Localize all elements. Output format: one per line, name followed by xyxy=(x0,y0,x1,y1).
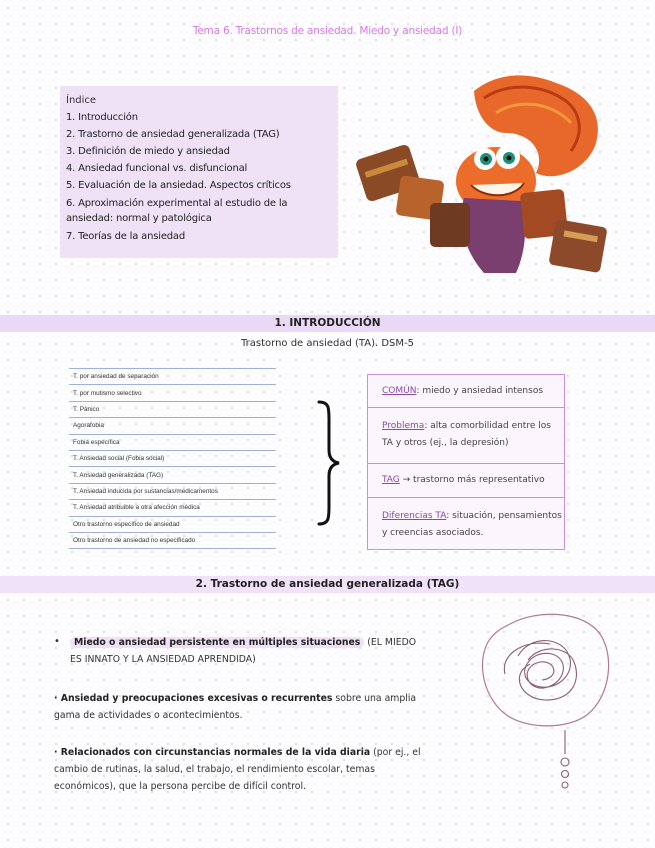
index-item: 3. Definición de miedo y ansiedad xyxy=(66,146,230,157)
paragraph-text: (EL MIEDO ES INNATO Y LA ANSIEDAD APRENDIDA) xyxy=(70,637,417,665)
bullet-icon: • xyxy=(54,636,60,647)
notes-box xyxy=(367,374,565,550)
table-cell: T. por ansiedad de separación xyxy=(69,369,276,385)
table-row xyxy=(69,450,276,466)
anxiety-character-image xyxy=(356,73,614,278)
section2-heading: 2. Trastorno de ansiedad generalizada (TAG) xyxy=(0,576,655,593)
index-list xyxy=(60,109,338,245)
table-cell: T. Ansiedad social (Fobia social) xyxy=(69,450,276,466)
paragraph-3 xyxy=(54,744,426,795)
index-item: 4. Ansiedad funcional vs. disfuncional xyxy=(66,163,248,174)
page-title: Tema 6. Trastornos de ansiedad. Miedo y ansiedad (I) xyxy=(192,25,463,37)
note-text: : alta comorbilidad entre los TA y otros (ej., la depresión) xyxy=(382,421,551,448)
index-item: 6. Aproximación experimental al estudio de la ansiedad: normal y patológica xyxy=(66,198,288,224)
paragraph-1 xyxy=(70,634,430,668)
paragraph-2 xyxy=(54,690,424,724)
table-row xyxy=(69,401,276,417)
table-cell: Agorafobia xyxy=(69,418,276,434)
index-item: 1. Introducción xyxy=(66,112,138,123)
index-item: 5. Evaluación de la ansiedad. Aspectos críticos xyxy=(66,180,291,191)
table-row xyxy=(69,434,276,450)
paragraph-bold: · Ansiedad y preocupaciones excesivas o recurrentes xyxy=(54,693,333,704)
note-text: : miedo y ansiedad intensos xyxy=(416,386,544,396)
table-cell: T. por mutismo selectivo xyxy=(69,385,276,401)
table-cell: Fobia específica xyxy=(69,434,276,450)
table-row xyxy=(69,532,276,548)
paragraph-text: (por ej., el cambio de rutinas, la salud, el trabajo, el rendimiento escolar, temas económicos), que la persona percibe de difícil control. xyxy=(54,747,421,792)
note-label: COMÚN xyxy=(382,386,417,396)
table-cell: Otro trastorno específico de ansiedad xyxy=(69,516,276,532)
table-cell: T. Ansiedad generalizada (TAG) xyxy=(69,467,276,483)
index-heading: Índice xyxy=(66,95,97,106)
index-item: 7. Teorías de la ansiedad xyxy=(66,231,185,242)
table-cell: Otro trastorno de ansiedad no especificado xyxy=(69,532,276,548)
note-label: Diferencias TA xyxy=(382,511,447,521)
index-item: 2. Trastorno de ansiedad generalizada (TAG) xyxy=(66,129,280,140)
table-row xyxy=(69,418,276,434)
note-label: TAG xyxy=(382,475,400,485)
curly-brace-icon xyxy=(315,398,343,528)
note-text: → trastorno más representativo xyxy=(399,475,545,485)
divider xyxy=(368,497,564,498)
section1-heading: 1. INTRODUCCIÓN xyxy=(0,315,655,332)
disorders-table xyxy=(69,368,276,549)
table-row xyxy=(69,385,276,401)
note-problema xyxy=(382,418,564,452)
tangled-thought-bubble-icon xyxy=(470,604,615,799)
note-diferencias xyxy=(382,508,564,542)
note-text: : situación, pensamientos y creencias asociados. xyxy=(382,511,562,538)
paragraph-text: sobre una amplia gama de actividades o acontecimientos. xyxy=(54,693,417,721)
divider xyxy=(368,463,564,464)
table-row xyxy=(69,369,276,385)
note-comun xyxy=(382,383,564,400)
table-cell: T. Pánico xyxy=(69,401,276,417)
table-cell: T. Ansiedad inducida por sustancias/medicamentos xyxy=(69,483,276,499)
note-label: Problema xyxy=(382,421,425,431)
table-row xyxy=(69,467,276,483)
section1-subtitle: Trastorno de ansiedad (TA). DSM-5 xyxy=(241,338,414,349)
table-row xyxy=(69,483,276,499)
divider xyxy=(368,407,564,408)
index-box xyxy=(60,86,338,258)
note-tag xyxy=(382,472,564,489)
paragraph-bold: Miedo o ansiedad persistente en múltiples situaciones xyxy=(70,637,364,648)
table-row xyxy=(69,500,276,516)
table-cell: T. Ansiedad atribuible a otra afección médica xyxy=(69,500,276,516)
paragraph-bold: · Relacionados con circunstancias normales de la vida diaria xyxy=(54,747,371,758)
table-row xyxy=(69,516,276,532)
